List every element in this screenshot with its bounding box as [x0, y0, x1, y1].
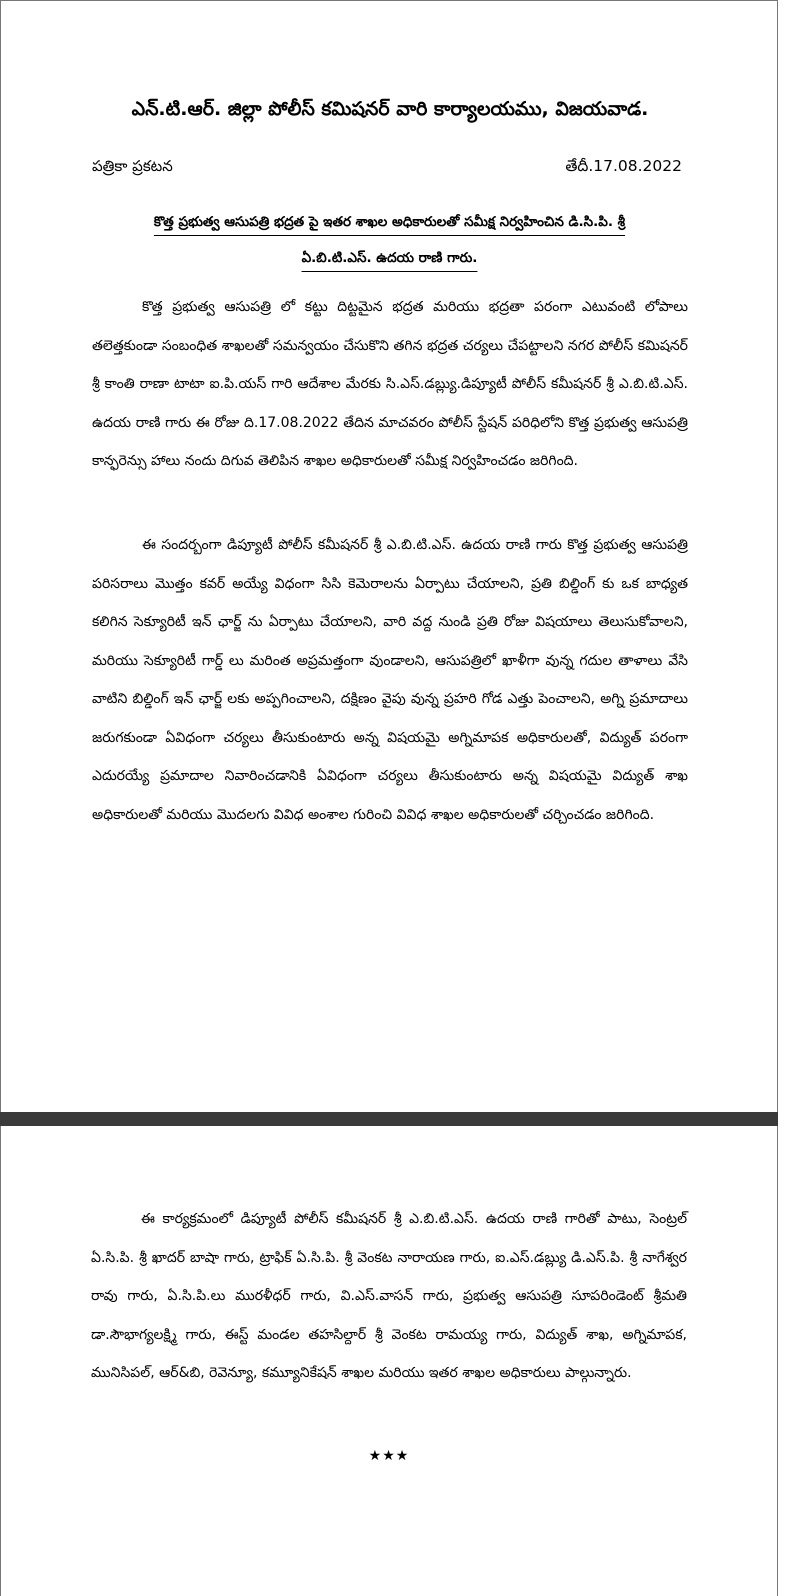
office-heading: ఎన్.టి.ఆర్. జిల్లా పోలీస్ కమిషనర్ వారి కార్యాలయము, విజయవాడ.: [131, 98, 649, 120]
end-marks: ★★★: [368, 1448, 410, 1464]
subject-line-2: ఏ.బి.టి.ఎస్. ఉదయ రాణి గారు.: [301, 250, 478, 266]
paragraph-2: ఈ సందర్బంగా డిప్యూటీ పోలీస్ కమీషనర్ శ్రీ ఎ.బి.టి.ఎస్. ఉదయ రాణి గారు కొత్త ప్రభుత్వ ఆసుపత్రి పరిసరాలు మొత్తం కవర్ అయ్యే విధంగా సిసి కెమెరాలను ఏర్పాటు చేయాలని, ప్రతి బిల్డింగ్ కు ఒక బాధ్యత కలిగిన సెక్యూరిటీ ఇన్ ఛార్జ్ ను ఏర్పాటు చేయాలని, వారి వద్ద నుండి ప్రతి రోజు విషయాలు తెలుసుకోవాలని, మరియు సెక్యూరిటీ గార్డ్ లు మరింత అప్రమత్తంగా వుండాలని, ఆసుపత్రిలో ఖాళీగా వున్న గదుల తాళాలు వేసి వాటిని బిల్డింగ్ ఇన్ ఛార్జ్ లకు అప్పగించాలని, దక్షిణం వైపు వున్న ప్రహరి గోడ ఎత్తు పెంచాలని, అగ్ని ప్రమాదాలు జరుగకుండా ఏవిధంగా చర్యలు తీసుకుంటారు అన్న విషయమై అగ్నిమాపక అధికారులతో, విద్యుత్ పరంగా ఎదురయ్యే ప్రమాదాల నివారించడానికి ఏవిధంగా చర్యలు తీసుకుంటారు అన్న విషయమై విద్యుత్ శాఖ అధికారులతో మరియు మొదలగు వివిధ అంశాల గురించి వివిధ శాఖల అధికారులతో చర్చించడం జరిగింది.: [92, 537, 688, 823]
press-release-label: పత్రికా ప్రకటన: [92, 157, 173, 175]
page-separator: [0, 1112, 778, 1126]
viewer-margin: [778, 0, 791, 1596]
release-date: తేదీ.17.08.2022: [565, 157, 682, 175]
subject-title: [92, 204, 687, 276]
paragraph-1: కొత్త ప్రభుత్వ ఆసుపత్రి లో కట్టు దిట్టమైన భద్రత మరియు భద్రతా పరంగా ఎటువంటి లోపాలు తలెత్తకుండా సంబంధిత శాఖలతో సమన్వయం చేసుకొని తగిన భద్రత చర్యలు చేపట్టాలని నగర పోలీస్ కమిషనర్ శ్రీ కాంతి రాణా టాటా ఐ.పి.యస్ గారి ఆదేశాల మేరకు సి.ఎస్.డబ్ల్యు.డిప్యూటీ పోలీస్ కమీషనర్ శ్రీ ఎ.బి.టి.ఎస్. ఉదయ రాణి గారు ఈ రోజు ది.17.08.2022 తేదిన మాచవరం పోలీస్ స్టేషన్ పరిధిలోని కొత్త ప్రభుత్వ ఆసుపత్రి కాన్ఫరెన్సు హాలు నందు దిగువ తెలిపిన శాఖల అధికారులతో సమీక్ష నిర్వహించడం జరిగింది.: [92, 299, 688, 469]
subject-line-1: కొత్త ప్రభుత్వ ఆసుపత్రి భద్రత పై ఇతర శాఖల అధికారులతో సమీక్ష నిర్వహించిన డి.సి.పి. శ్రీ: [153, 214, 626, 230]
paragraph-3: ఈ కార్యక్రమంలో డిప్యూటీ పోలీస్ కమీషనర్ శ్రీ ఎ.బి.టి.ఎస్. ఉదయ రాణి గారితో పాటు, సెంట్రల్ ఏ.సి.పి. శ్రీ ఖాదర్ బాషా గారు, ట్రాఫిక్ ఏ.సి.పి. శ్రీ వెంకట నారాయణ గారు, ఐ.ఎస్.డబ్ల్యు డి.ఎస్.పి. శ్రీ నాగేశ్వర రావు గారు, ఏ.సి.పి.లు మురళీధర్ గారు, వి.ఎస్.వాసన్ గారు, ప్రభుత్వ ఆసుపత్రి సూపరిండెంట్ శ్రీమతి డా.సౌభాగ్యలక్ష్మి గారు, ఈస్ట్ మండల తహసిల్దార్ శ్రీ వెంకట రామయ్య గారు, విద్యుత్ శాఖ, అగ్నిమాపక, మునిసిపల్, ఆర్&బి, రెవెన్యూ, కమ్యూనికేషన్ శాఖల మరియు ఇతర శాఖల అధికారులు పాల్గున్నారు.: [91, 1211, 687, 1381]
